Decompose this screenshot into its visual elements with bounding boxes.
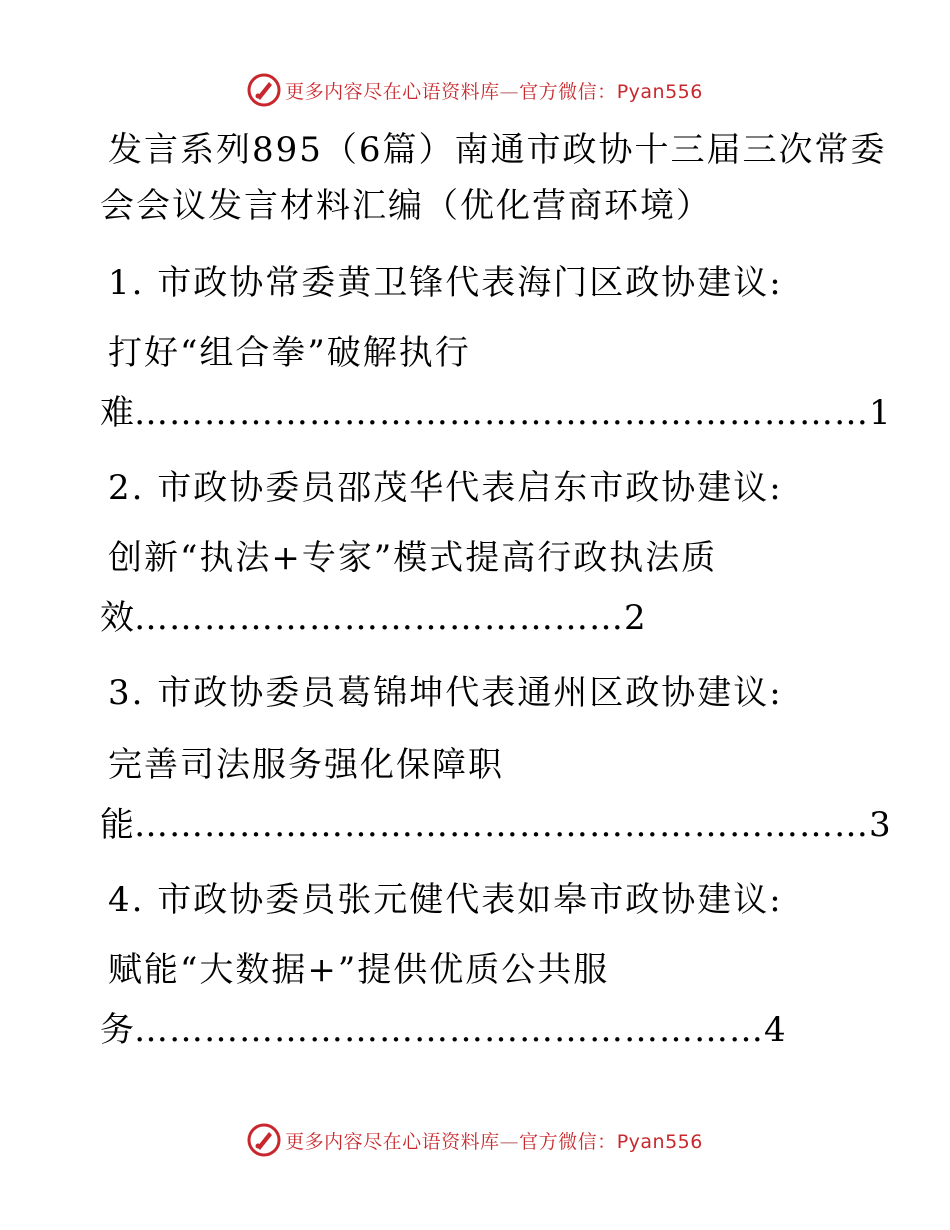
- toc-entry-heading: 1. 市政协常委黄卫锋代表海门区政协建议:: [108, 263, 783, 303]
- toc-entry-heading: 2. 市政协委员邵茂华代表启东市政协建议:: [108, 468, 783, 508]
- header-banner: [0, 70, 950, 110]
- toc-leader-dots: ………………………………………………: [134, 1010, 764, 1050]
- pen-logo-icon: [247, 73, 281, 107]
- pen-logo-icon: [247, 1123, 281, 1157]
- toc-entry-leader-row[interactable]: [100, 393, 891, 433]
- toc-entry-heading: 3. 市政协委员葛锦坤代表通州区政协建议:: [108, 673, 783, 713]
- banner-text: 更多内容尽在心语资料库—官方微信：Pyan556: [285, 1130, 703, 1153]
- toc-entry-tail: 效: [100, 598, 134, 638]
- footer-banner: [0, 1120, 950, 1160]
- toc-entry-subtitle: 打好“组合拳”破解执行: [108, 333, 471, 373]
- document-title-line-1: 发言系列895（6篇）南通市政协十三届三次常委: [108, 130, 887, 170]
- document-title-line-2: 会会议发言材料汇编（优化营商环境）: [100, 186, 712, 226]
- toc-entry-tail: 难: [100, 393, 134, 433]
- toc-entry-leader-row[interactable]: [100, 805, 891, 845]
- toc-page-number: 2: [624, 598, 646, 638]
- toc-entry-tail: 能: [100, 805, 134, 845]
- toc-entry-leader-row[interactable]: [100, 598, 646, 638]
- toc-leader-dots: ………………………………………………………: [134, 393, 869, 433]
- toc-page-number: 4: [764, 1010, 786, 1050]
- toc-entry-subtitle: 完善司法服务强化保障职: [108, 745, 504, 785]
- toc-leader-dots: ……………………………………: [134, 598, 624, 638]
- toc-entry-leader-row[interactable]: [100, 1010, 786, 1050]
- toc-entry-subtitle: 创新“执法+专家”模式提高行政执法质: [108, 538, 718, 578]
- toc-page-number: 3: [869, 805, 891, 845]
- toc-entry-subtitle: 赋能“大数据+”提供优质公共服: [108, 950, 610, 990]
- toc-entry-heading: 4. 市政协委员张元健代表如皋市政协建议:: [108, 880, 783, 920]
- toc-page-number: 1: [869, 393, 891, 433]
- banner-text: 更多内容尽在心语资料库—官方微信：Pyan556: [285, 80, 703, 103]
- toc-leader-dots: ………………………………………………………: [134, 805, 869, 845]
- toc-entry-tail: 务: [100, 1010, 134, 1050]
